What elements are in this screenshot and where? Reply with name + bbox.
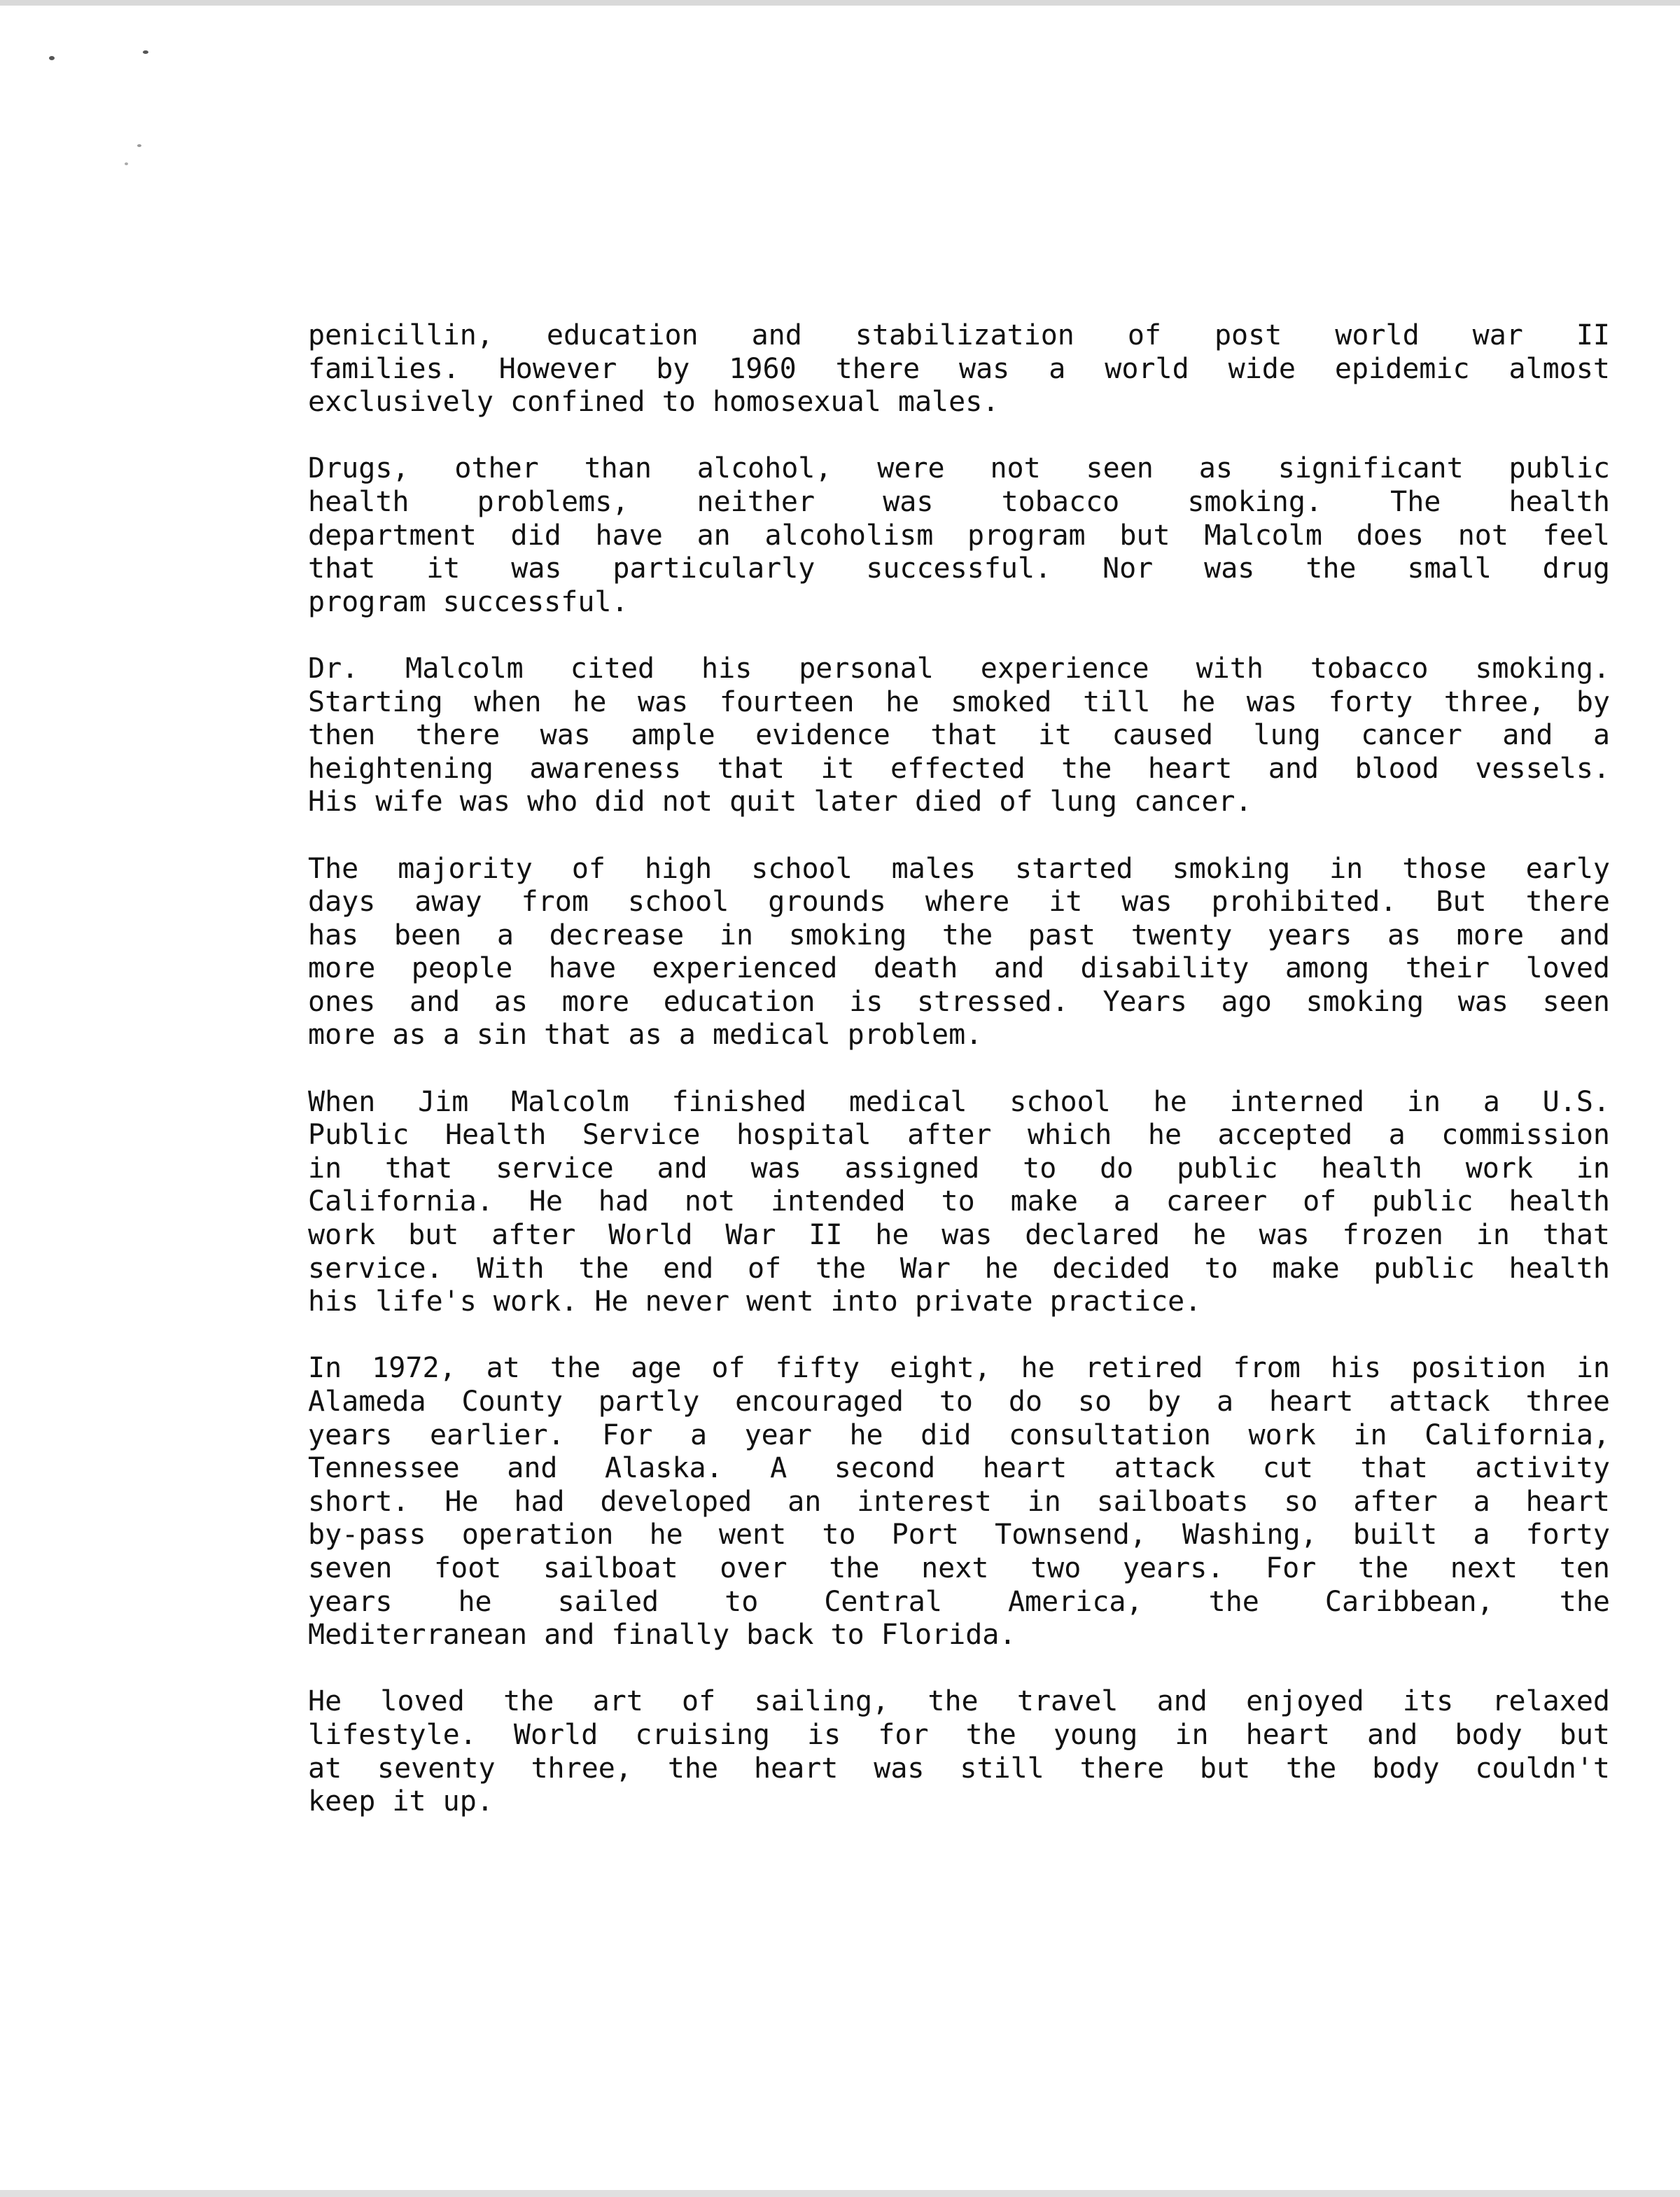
text-line: service. With the end of the War he decided to make public health <box>308 1252 1610 1285</box>
text-line: His wife was who did not quit later died of lung cancer. <box>308 786 1252 818</box>
text-line: seven foot sailboat over the next two years. For the next ten <box>308 1551 1610 1584</box>
text-line: families. However by 1960 there was a world wide epidemic almost <box>308 352 1610 385</box>
text-line: days away from school grounds where it was prohibited. But there <box>308 886 1610 919</box>
text-line: in that service and was assigned to do public health work in <box>308 1152 1610 1185</box>
text-line: years he sailed to Central America, the Caribbean, the <box>308 1585 1610 1618</box>
text-line: California. He had not intended to make a career of public health <box>308 1185 1610 1218</box>
text-line: He loved the art of sailing, the travel and enjoyed its relaxed <box>308 1685 1610 1718</box>
paragraph <box>308 319 1610 419</box>
text-line: lifestyle. World cruising is for the young in heart and body but <box>308 1718 1610 1751</box>
text-line: program successful. <box>308 585 629 618</box>
paragraph <box>308 1086 1610 1319</box>
paragraph <box>308 1685 1610 1818</box>
text-line: has been a decrease in smoking the past twenty years as more and <box>308 919 1610 951</box>
text-line: by-pass operation he went to Port Townsend, Washing, built a forty <box>308 1519 1610 1551</box>
text-line: more people have experienced death and disability among their loved <box>308 952 1610 985</box>
text-line: Alameda County partly encouraged to do so by a heart attack three <box>308 1386 1610 1418</box>
paragraph <box>308 853 1610 1053</box>
text-line: his life's work. He never went into private practice. <box>308 1285 1202 1318</box>
scan-top-edge <box>0 0 1680 6</box>
text-line: Tennessee and Alaska. A second heart attack cut that activity <box>308 1452 1610 1485</box>
text-line: The majority of high school males started smoking in those early <box>308 852 1610 885</box>
text-line: more as a sin that as a medical problem. <box>308 1019 983 1052</box>
scan-speck <box>143 50 148 54</box>
text-line: exclusively confined to homosexual males. <box>308 386 1000 419</box>
text-line: penicillin, education and stabilization of post world war II <box>308 319 1610 351</box>
text-line: Drugs, other than alcohol, were not seen as significant public <box>308 452 1610 485</box>
scan-speck <box>49 56 55 60</box>
text-line: In 1972, at the age of fifty eight, he retired from his position in <box>308 1352 1610 1385</box>
text-line: Public Health Service hospital after which he accepted a commission <box>308 1119 1610 1152</box>
body-text <box>308 319 1610 1852</box>
paragraph <box>308 1352 1610 1652</box>
text-line: Dr. Malcolm cited his personal experience with tobacco smoking. <box>308 652 1610 685</box>
text-line: work but after World War II he was declared he was frozen in that <box>308 1219 1610 1252</box>
text-line: When Jim Malcolm finished medical school he interned in a U.S. <box>308 1085 1610 1118</box>
scan-speck <box>137 144 141 147</box>
text-line: department did have an alcoholism program but Malcolm does not feel <box>308 519 1610 552</box>
paragraph <box>308 653 1610 819</box>
text-line: that it was particularly successful. Nor was the small drug <box>308 552 1610 585</box>
scan-speck <box>125 162 128 165</box>
text-line: health problems, neither was tobacco smoking. The health <box>308 485 1610 518</box>
scan-bottom-edge <box>0 2190 1680 2197</box>
text-line: then there was ample evidence that it caused lung cancer and a <box>308 719 1610 752</box>
text-line: ones and as more education is stressed. Years ago smoking was seen <box>308 985 1610 1018</box>
text-line: keep it up. <box>308 1785 493 1818</box>
paragraph <box>308 452 1610 619</box>
text-line: heightening awareness that it effected the heart and blood vessels. <box>308 752 1610 785</box>
text-line: Mediterranean and finally back to Florida. <box>308 1619 1016 1652</box>
text-line: years earlier. For a year he did consultation work in California, <box>308 1418 1610 1451</box>
text-line: Starting when he was fourteen he smoked till he was forty three, by <box>308 685 1610 718</box>
text-line: at seventy three, the heart was still there but the body couldn't <box>308 1752 1610 1785</box>
text-line: short. He had developed an interest in sailboats so after a heart <box>308 1485 1610 1518</box>
